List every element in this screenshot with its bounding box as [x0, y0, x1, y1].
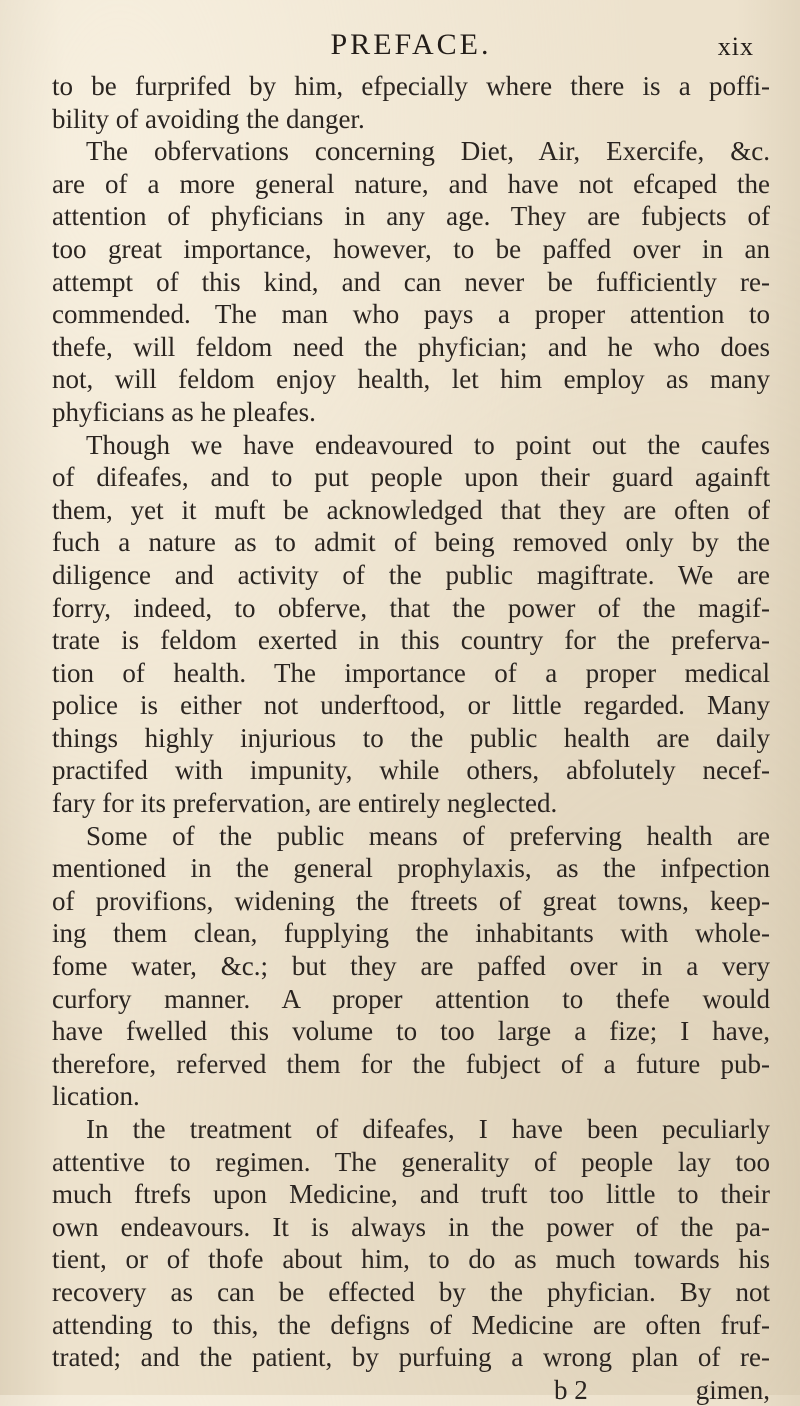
text-line: have fwelled this volume to too large a fize; I have, — [52, 1016, 770, 1047]
text-line: thefe, will feldom need the phyfician; and he who does — [52, 331, 770, 362]
text-line: things highly injurious to the public health are daily — [52, 722, 770, 753]
text-line: attentive to regimen. The generality of people lay too — [52, 1146, 770, 1177]
text-line: Some of the public means of preferving health are — [86, 820, 770, 851]
text-line: of provifions, widening the ftreets of great towns, keep- — [52, 885, 770, 916]
text-line: to be furprifed by him, efpecially where there is a poffi- — [52, 71, 770, 101]
text-line: much ftrefs upon Medicine, and truft too little to their — [52, 1179, 770, 1210]
text-line: The obfervations concerning Diet, Air, Exercife, &c. — [86, 136, 770, 167]
text-line: trate is feldom exerted in this country for the preferva- — [52, 625, 770, 656]
text-line: tient, or of thofe about him, to do as much towards his — [52, 1244, 770, 1275]
text-line: In the treatment of difeafes, I have been peculiarly — [86, 1114, 770, 1144]
text-line: bility of avoiding the danger. — [52, 103, 365, 134]
text-line: forry, indeed, to obferve, that the power of the magif- — [52, 592, 770, 623]
text-line: diligence and activity of the public magiftrate. We are — [52, 559, 770, 590]
text-line: not, will feldom enjoy health, let him employ as many — [52, 364, 770, 395]
text-line: of difeafes, and to put people upon their guard againft — [52, 462, 770, 493]
text-line: attempt of this kind, and can never be fufficiently re- — [52, 266, 770, 297]
text-line: commended. The man who pays a proper attention to — [52, 299, 770, 330]
text-line: b 2 gimen, — [554, 1374, 770, 1405]
running-head — [60, 18, 762, 62]
text-line: Though we have endeavoured to point out the caufes — [86, 429, 770, 460]
text-line: attending to this, the defigns of Medicine are often fruf- — [52, 1309, 770, 1340]
text-line: own endeavours. It is always in the power of the pa- — [52, 1211, 770, 1242]
text-line: lication. — [52, 1081, 140, 1112]
text-line: ing them clean, fupplying the inhabitants with whole- — [52, 918, 770, 949]
body-text — [52, 70, 770, 1406]
text-line: fome water, &c.; but they are paffed over in a very — [52, 951, 770, 982]
text-line: fary for its prefervation, are entirely neglected. — [52, 788, 558, 819]
text-line: practifed with impunity, while others, abfolutely necef- — [52, 755, 770, 786]
text-line: phyficians as he pleafes. — [52, 396, 316, 427]
text-line: curfory manner. A proper attention to thefe would — [52, 983, 770, 1014]
text-line: tion of health. The importance of a proper medical — [52, 657, 770, 688]
text-line: fuch a nature as to admit of being removed only by the — [52, 527, 770, 558]
text-line: attention of phyficians in any age. They are fubjects of — [52, 201, 770, 232]
running-title: PREFACE. — [330, 28, 492, 61]
text-line: mentioned in the general prophylaxis, as the infpection — [52, 853, 770, 884]
text-line: trated; and the patient, by purfuing a wrong plan of re- — [52, 1342, 770, 1373]
text-line: them, yet it muft be acknowledged that they are often of — [52, 494, 770, 525]
text-line: police is either not underftood, or little regarded. Many — [52, 690, 770, 721]
text-line: recovery as can be effected by the phyfician. By not — [52, 1276, 770, 1307]
text-line: are of a more general nature, and have not efcaped the — [52, 168, 770, 199]
text-line: therefore, referved them for the fubject of a future pub- — [52, 1048, 770, 1079]
text-line: too great importance, however, to be paffed over in an — [52, 233, 770, 264]
page-number: xix — [717, 32, 754, 61]
